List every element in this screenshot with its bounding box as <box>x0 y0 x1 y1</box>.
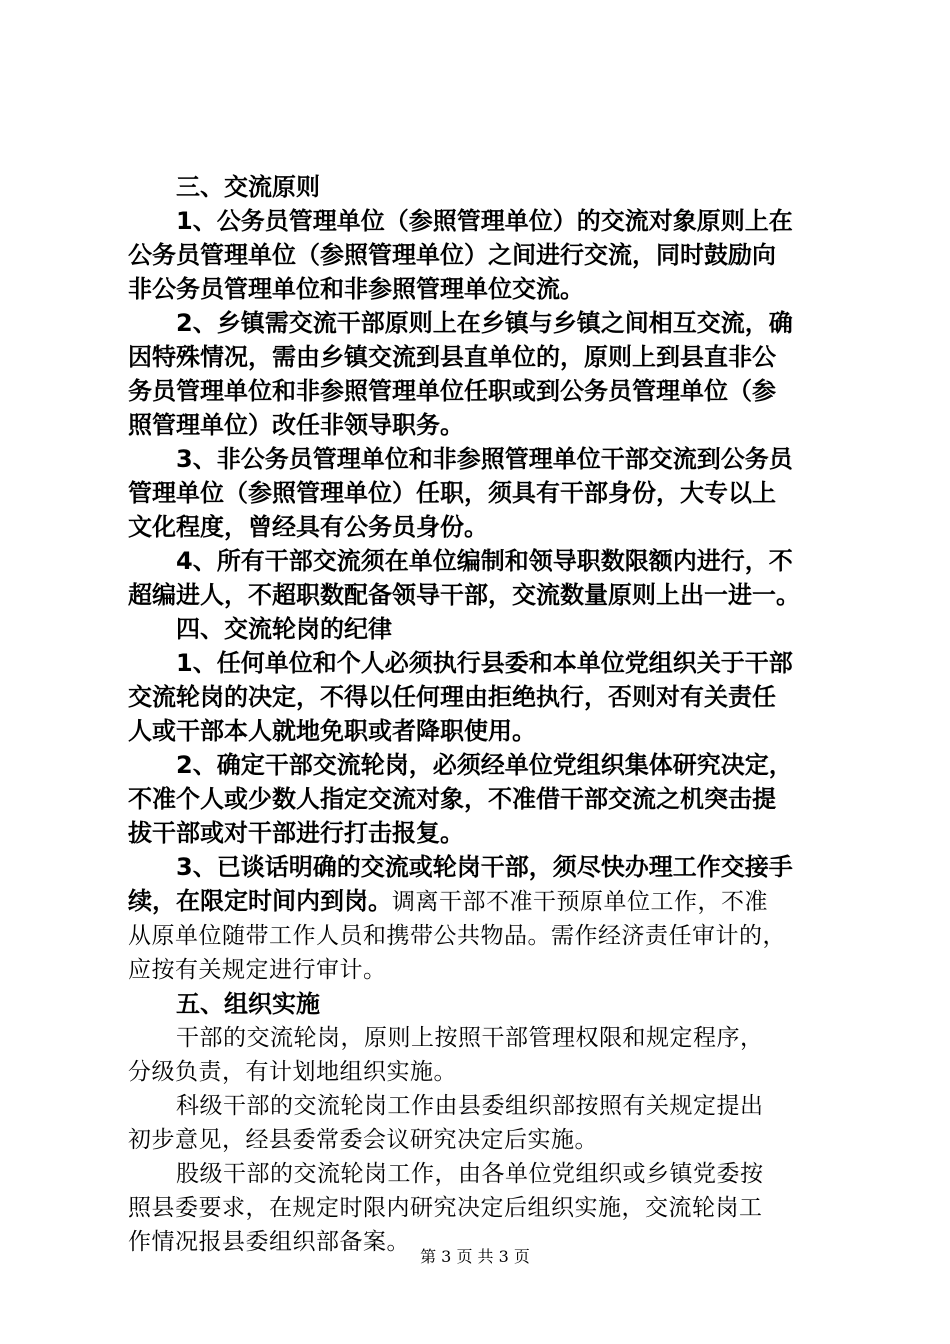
paragraph-span-light: 调离干部不准干预原单位工作，不准 <box>392 889 768 915</box>
paragraph-line: 不准个人或少数人指定交流对象，不准借干部交流之机突击提 <box>128 785 776 813</box>
paragraph-line: 照管理单位）改任非领导职务。 <box>128 411 464 439</box>
paragraph-line: 股级干部的交流轮岗工作，由各单位党组织或乡镇党委按 <box>176 1161 764 1187</box>
paragraph-line: 2、确定干部交流轮岗，必须经单位党组织集体研究决定， <box>176 751 793 779</box>
paragraph-line: 初步意见，经县委常委会议研究决定后实施。 <box>128 1127 598 1153</box>
paragraph-line: 应按有关规定进行审计。 <box>128 957 387 983</box>
paragraph-line: 文化程度，曾经具有公务员身份。 <box>128 513 488 541</box>
section-heading-5: 五、组织实施 <box>176 990 320 1018</box>
paragraph-line: 拔干部或对干部进行打击报复。 <box>128 819 464 847</box>
paragraph-line: 4、所有干部交流须在单位编制和领导职数限额内进行，不 <box>176 547 793 575</box>
paragraph-line: 分级负责，有计划地组织实施。 <box>128 1059 457 1085</box>
paragraph-line: 干部的交流轮岗，原则上按照干部管理权限和规定程序， <box>176 1025 764 1051</box>
page-number-footer: 第 3 页 共 3 页 <box>420 1247 530 1266</box>
section-heading-3: 三、交流原则 <box>176 173 320 201</box>
paragraph-line: 超编进人，不超职数配备领导干部，交流数量原则上出一进一。 <box>128 581 800 609</box>
paragraph-line: 从原单位随带工作人员和携带公共物品。需作经济责任审计的， <box>128 923 786 949</box>
paragraph-line: 1、任何单位和个人必须执行县委和本单位党组织关于干部 <box>176 649 793 677</box>
paragraph-line: 人或干部本人就地免职或者降职使用。 <box>128 717 536 745</box>
paragraph-line: 作情况报县委组织部备案。 <box>128 1229 410 1255</box>
paragraph-line-mixed <box>128 884 836 919</box>
paragraph-line: 3、非公务员管理单位和非参照管理单位干部交流到公务员 <box>176 445 793 473</box>
document-body <box>128 170 836 1259</box>
paragraph-line: 公务员管理单位（参照管理单位）之间进行交流，同时鼓励向 <box>128 241 776 269</box>
paragraph-line: 因特殊情况，需由乡镇交流到县直单位的，原则上到县直非公 <box>128 343 776 371</box>
paragraph-line: 非公务员管理单位和非参照管理单位交流。 <box>128 275 584 303</box>
paragraph-span-bold: 续，在限定时间内到岗。 <box>128 887 392 915</box>
paragraph-line: 照县委要求，在规定时限内研究决定后组织实施，交流轮岗工 <box>128 1195 763 1221</box>
paragraph-line: 交流轮岗的决定，不得以任何理由拒绝执行，否则对有关责任 <box>128 683 776 711</box>
section-heading-4: 四、交流轮岗的纪律 <box>176 615 392 643</box>
paragraph-line: 管理单位（参照管理单位）任职，须具有干部身份，大专以上 <box>128 479 776 507</box>
paragraph-line: 科级干部的交流轮岗工作由县委组织部按照有关规定提出 <box>176 1093 764 1119</box>
paragraph-line: 3、已谈话明确的交流或轮岗干部，须尽快办理工作交接手 <box>176 853 793 881</box>
paragraph-line: 1、公务员管理单位（参照管理单位）的交流对象原则上在 <box>176 207 793 235</box>
paragraph-line: 务员管理单位和非参照管理单位任职或到公务员管理单位（参 <box>128 377 776 405</box>
paragraph-line: 2、乡镇需交流干部原则上在乡镇与乡镇之间相互交流，确 <box>176 309 793 337</box>
